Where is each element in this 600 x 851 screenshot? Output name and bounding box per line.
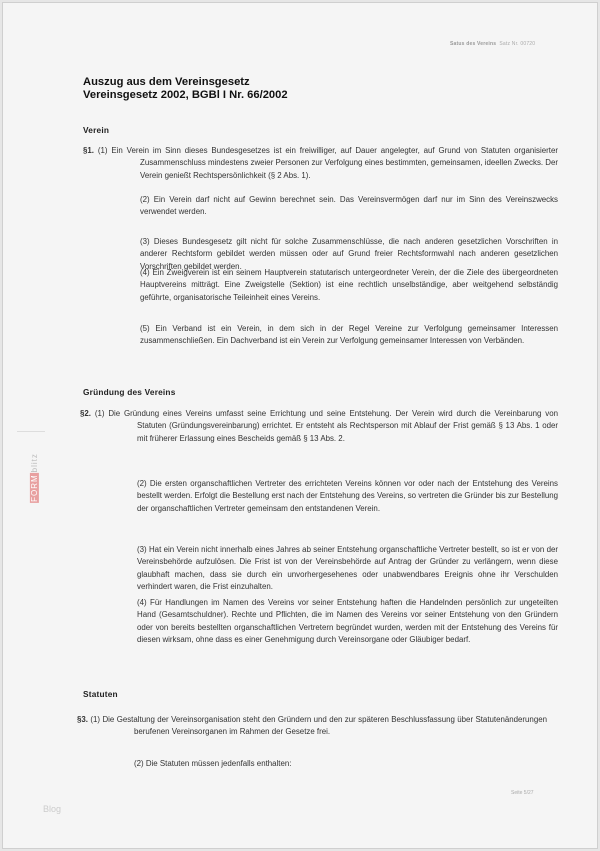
page-header [450,41,535,47]
paragraph-1-2: (2) Ein Verein darf nicht auf Gewinn berechnet sein. Das Vereinsvermögen darf nur im Sinn des Vereinszwecks verwendet werden. [140,195,558,217]
paragraph-2-1 [80,408,558,445]
watermark-brand: FORM [29,474,39,502]
paragraph-text: (1) Ein Verein im Sinn dieses Bundesgesetzes ist ein freiwilliger, auf Dauer angelegter, auf Grund von Statuten organisierter Zusammenschluss mindestens zweier Personen zur Verfolgung eines bestimmten, gemeinsamen, ideellen Zwecks. Der Verein genießt Rechtspersönlichkeit (§ 2 Abs. 1). [97,146,558,180]
paragraph-1-5: (5) Ein Verband ist ein Verein, in dem sich in der Regel Vereine zur Verfolgung gemeinsamer Interessen zusammenschließen. Ein Dachverband ist ein Verein zur Verfolgung gemeinsamer Interessen von Verbänden. [140,324,558,346]
section-number: §2. [80,409,91,418]
paragraph-1-3: (3) Dieses Bundesgesetz gilt nicht für solche Zusammenschlüsse, die nach anderen gesetzlichen Vorschriften in anderer Rechtsform gebildet werden müssen oder auf Grund freier Rechtsformwahl nach anderen gesetzlichen Vorschriften gebildet werden. [140,237,558,271]
document-page [2,2,598,849]
header-label: Satus des Vereins [450,41,497,47]
header-ref: Satz Nr. 00720 [499,41,536,47]
section-heading-statuten: Statuten [83,689,118,699]
paragraph-2-3: (3) Hat ein Verein nicht innerhalb eines Jahres ab seiner Entstehung organschaftliche Vertreter bestellt, so ist er von der Vereinsbehörde aufzulösen. Die Frist ist von der Vereinsbehörde auf Antrag der Gründer zu verlängern, wenn diese glaubhaft machen, dass sie durch ein unvorhergesehenes oder unabwendbares Ereignis ohne ihr Verschulden verhindert waren, die Frist einzuhalten. [137,545,558,591]
watermark-rest: blitz [29,453,39,473]
paragraph-2-2: (2) Die ersten organschaftlichen Vertreter des errichteten Vereins können vor oder nach der Entstehung des Vereins bestellt werden. Erfolgt die Bestellung erst nach der Entstehung des Vereins, so vertreten die Gründer bis zur Bestellung der organschaftlichen Vertreter gemeinsam den entstandenen Verein. [137,479,558,513]
paragraph-text: (1) Die Gründung eines Vereins umfasst seine Errichtung und seine Entstehung. Der Verein wird durch die Vereinbarung von Statuten (Gründungsvereinbarung) errichtet. Er entsteht als Rechtsperson mit Ablauf der Frist gemäß § 13 Abs. 1 oder mit früherer Erlassung eines Bescheids gemäß § 13 Abs. 2. [94,409,558,443]
section-number: §1. [83,146,94,155]
paragraph-text: (1) Die Gestaltung der Vereinsorganisation steht den Gründern und den zur späteren Beschlussfassung über Statutenänderungen berufenen Vereinsorganen im Rahmen der Gesetze frei. [90,715,547,737]
section-number: §3. [77,715,88,724]
title-line-2: Vereinsgesetz 2002, BGBl I Nr. 66/2002 [83,89,288,101]
watermark-divider [17,431,45,432]
paragraph-3-2: (2) Die Statuten müssen jedenfalls enthalten: [134,759,292,768]
section-heading-gruendung: Gründung des Vereins [83,387,176,397]
document-title [83,76,288,102]
title-line-1: Auszug aus dem Vereinsgesetz [83,76,250,88]
paragraph-1-1 [83,145,558,182]
blog-watermark: Blog [43,804,62,814]
paragraph-2-4: (4) Für Handlungen im Namen des Vereins vor seiner Entstehung haften die Handelnden persönlich zur ungeteilten Hand (Gesamtschuldner). Rechte und Pflichten, die im Namen des Vereins vor seiner Entstehung von den Gründern oder von bereits bestellten organschaftlichen Vertretern begründet wurden, werden mit der Entstehung des Vereins für diesen wirksam, ohne dass es einer Genehmigung durch Vereinsorgane oder Gläubiger bedarf. [137,598,558,644]
formblitz-watermark [30,452,39,503]
paragraph-1-4: (4) Ein Zweigverein ist ein seinem Hauptverein statutarisch untergeordneter Verein, der die Ziele des übergeordneten Hauptvereins mitträgt. Eine Zweigstelle (Sektion) ist eine rechtlich unselbständige, aber weitgehend selbständig geführte, organisatorische Teileinheit eines Vereins. [140,268,558,302]
section-heading-verein: Verein [83,125,110,135]
paragraph-3-1 [77,714,547,739]
page-number: Seite 5/27 [511,790,534,796]
